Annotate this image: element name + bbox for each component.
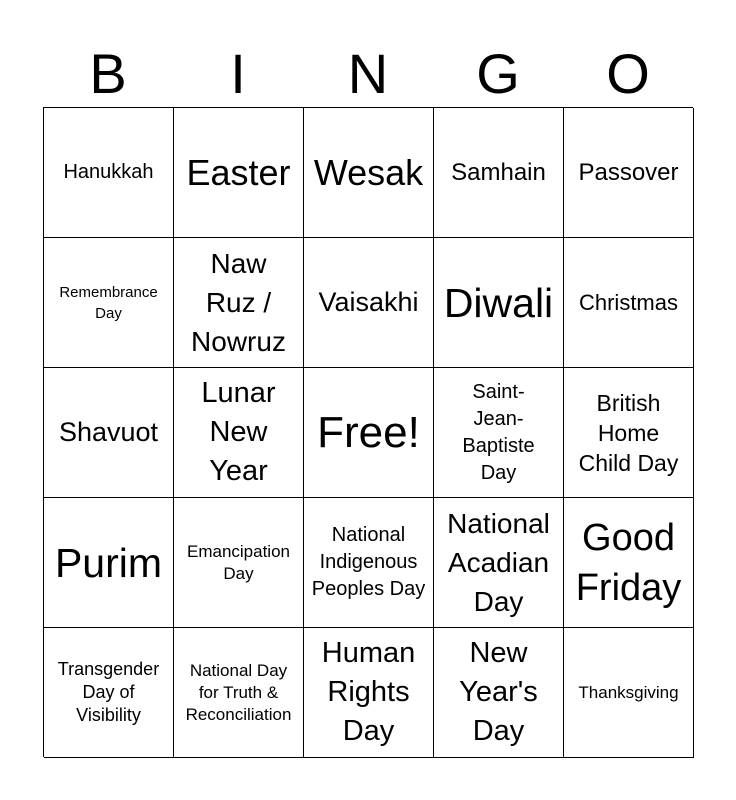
bingo-cell[interactable] (174, 498, 304, 628)
bingo-cell[interactable] (434, 238, 564, 368)
bingo-cell[interactable] (564, 238, 694, 368)
cell-label: Samhain (451, 158, 546, 186)
bingo-cell[interactable] (44, 238, 174, 368)
cell-label: Lunar New Year (201, 377, 276, 487)
bingo-cell[interactable] (564, 368, 694, 498)
bingo-cell[interactable] (304, 238, 434, 368)
cell-label: Diwali (443, 279, 554, 326)
bingo-header (43, 40, 693, 108)
cell-label: Naw Ruz / Nowruz (191, 248, 286, 357)
bingo-cell[interactable] (44, 498, 174, 628)
bingo-cell[interactable] (304, 498, 434, 628)
cell-label: Saint-Jean-Baptiste Day (462, 380, 535, 484)
cell-label: Thanksgiving (578, 682, 679, 702)
bingo-cell[interactable] (174, 368, 304, 498)
cell-label: National Acadian Day (447, 508, 550, 617)
bingo-grid (43, 107, 693, 757)
bingo-cell[interactable] (44, 108, 174, 238)
cell-label: Remembrance Day (59, 283, 158, 322)
bingo-cell[interactable] (564, 628, 694, 758)
bingo-cell[interactable] (434, 498, 564, 628)
header-letter-b: B (89, 42, 127, 105)
cell-label: Passover (578, 158, 679, 186)
cell-label: New Year's Day (459, 637, 538, 747)
cell-label: Christmas (578, 289, 678, 315)
bingo-cell[interactable] (44, 628, 174, 758)
bingo-cell[interactable] (304, 628, 434, 758)
cell-label: National Day for Truth & Reconciliation (185, 660, 292, 724)
cell-label: Human Rights Day (321, 637, 416, 747)
bingo-cell[interactable] (564, 108, 694, 238)
bingo-cell[interactable] (434, 368, 564, 498)
cell-label: Transgender Day of Visibility (57, 659, 160, 725)
bingo-cell[interactable] (174, 628, 304, 758)
bingo-cell[interactable] (434, 628, 564, 758)
free-space[interactable] (304, 368, 434, 498)
cell-label: British Home Child Day (578, 389, 679, 476)
cell-label: Wesak (313, 151, 424, 193)
bingo-cell[interactable] (564, 498, 694, 628)
bingo-cell[interactable] (44, 368, 174, 498)
cell-label: Shavuot (58, 417, 159, 447)
cell-label: Vaisakhi (318, 287, 419, 317)
cell-label: Good Friday (575, 516, 682, 609)
cell-label: Hanukkah (63, 161, 154, 183)
bingo-cell[interactable] (174, 238, 304, 368)
bingo-cell[interactable] (434, 108, 564, 238)
header-letter-n: N (347, 42, 389, 105)
header-letter-o: O (606, 42, 650, 105)
cell-label: Easter (186, 151, 291, 193)
bingo-cell[interactable] (304, 108, 434, 238)
header-letter-i: I (230, 42, 246, 105)
cell-label: Emancipation Day (186, 541, 290, 583)
cell-label: National Indigenous Peoples Day (311, 524, 426, 600)
header-letter-g: G (476, 42, 520, 105)
bingo-cell[interactable] (174, 108, 304, 238)
cell-label: Purim (54, 539, 163, 586)
free-space-label: Free! (317, 407, 420, 457)
